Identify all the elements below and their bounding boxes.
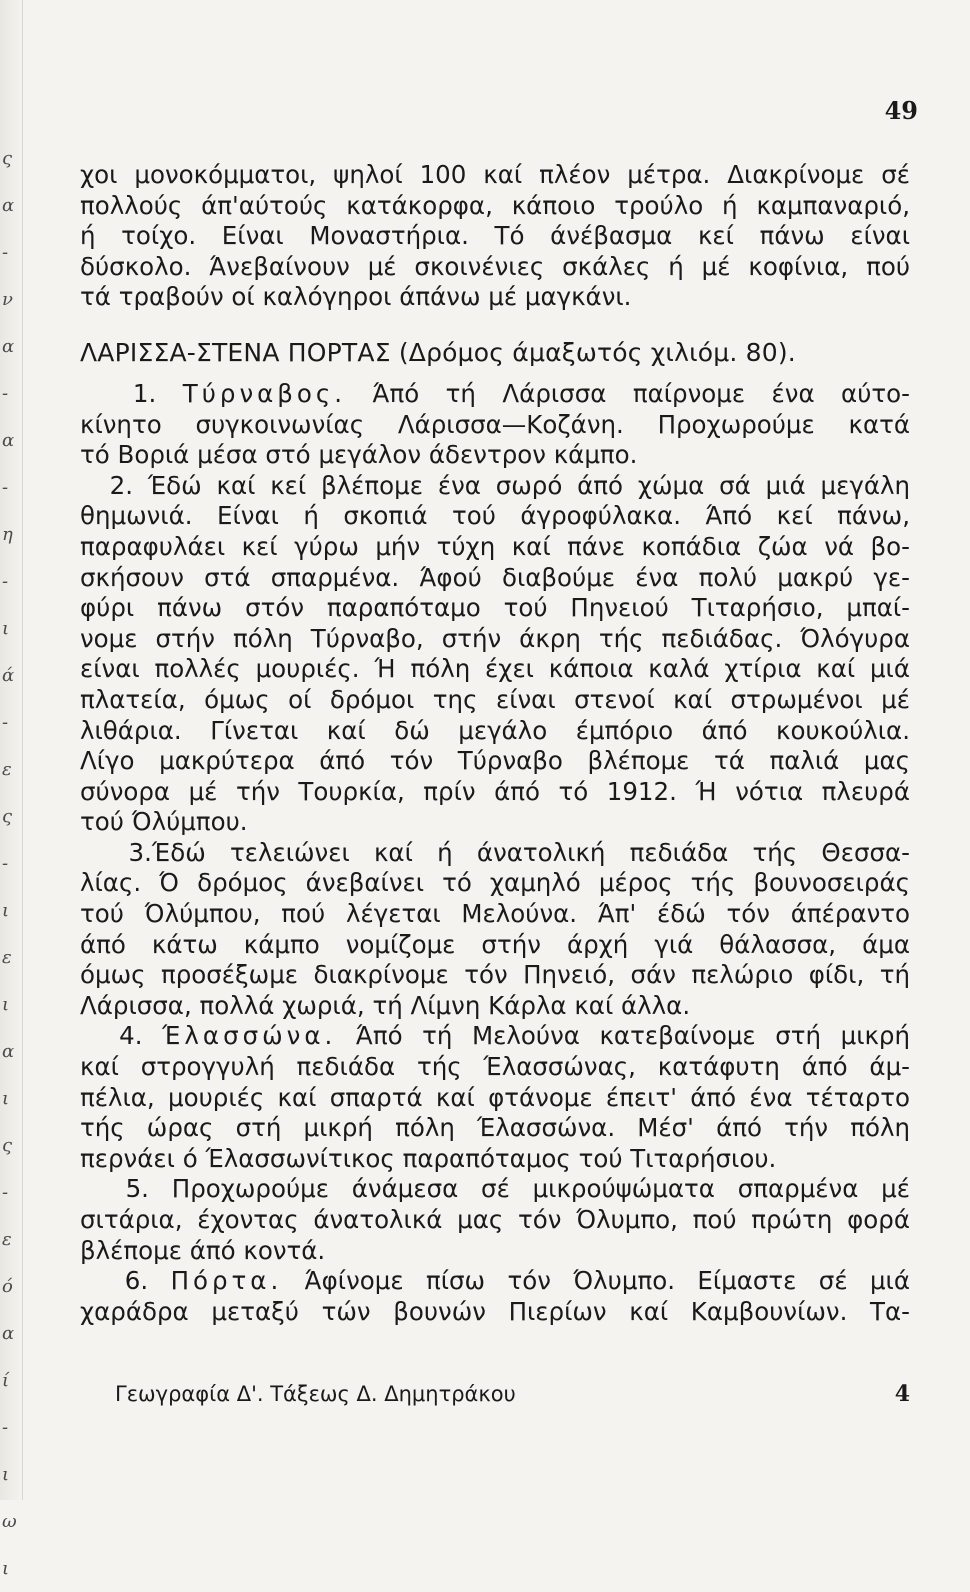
section-3 xyxy=(80,838,910,1022)
text-line: λίας. Ό δρόμος άνεβαίνει τό χαμηλό μέρος τής βουνοσειράς xyxy=(80,868,910,898)
text-line: σύνορα μέ τήν Τουρκία, πρίν άπό τό 1912. Ή νότια πλευρά xyxy=(80,776,910,806)
text-line: λιθάρια. Γίνεται καί δώ μεγάλο έμπόριο άπό κουκούλια. xyxy=(80,715,910,745)
text-line: 3.Έδώ τελειώνει καί ή άνατολική πεδιάδα τής Θεσσα- xyxy=(128,837,910,867)
text-line: ή τοίχο. Είναι Μοναστήρια. Τό άνέβασμα κεί πάνω είναι xyxy=(80,221,910,251)
section-title: Τύρναβος. xyxy=(182,378,347,408)
body-text xyxy=(80,160,910,1327)
section-number: 3. xyxy=(128,837,152,867)
text-line: άπό κάτω κάμπο νομίζομε στήν άρχή γιά θάλασσα, άμα xyxy=(80,929,910,959)
facing-page-edge xyxy=(0,0,23,1579)
text-line: Λάρισσα, πολλά χωριά, τή Λίμνη Κάρλα καί άλλα. xyxy=(80,990,691,1020)
book-title: Γεωγραφία Δ'. Τάξεως Δ. Δημητράκου xyxy=(115,1382,516,1406)
intro-paragraph xyxy=(80,160,910,313)
page-number: 49 xyxy=(884,96,918,125)
text-line: τά τραβούν οί καλόγηροι άπάνω μέ μαγκάνι. xyxy=(80,282,632,312)
text-line: πολλούς άπ'αύτούς κατάκορφα, κάποιο τρούλο ή καμπαναριό, xyxy=(80,190,910,220)
text-line: νομε στήν πόλη Τύρναβο, στήν άκρη τής πεδιάδας. Όλόγυρα xyxy=(80,623,910,653)
text-line: καί στρογγυλή πεδιάδα τής Έλασσώνας, κατάφυτη άπό άμ- xyxy=(80,1052,910,1082)
section-title: Πόρτα. xyxy=(170,1266,283,1296)
text-line: πέλια, μουριές καί σπαρτά καί φτάνομε έπειτ' άπό ένα τέταρτο xyxy=(80,1082,910,1112)
text-line: σκήσουν στά σπαρμένα. Άφού διαβούμε ένα πολύ μακρύ γε- xyxy=(80,562,910,592)
text-line: κίνητο συγκοινωνίας Λάρισσα—Κοζάνη. Προχωρούμε κατά xyxy=(80,409,910,439)
page-footer xyxy=(115,1381,910,1415)
text-line: παραφυλάει κεί γύρω μήν τύχη καί πάνε κοπάδια ζώα νά βο- xyxy=(80,531,910,561)
text-line: 2. Έδώ καί κεί βλέπομε ένα σωρό άπό χώμα σά μιά μεγάλη xyxy=(109,470,910,500)
section-number: 2. xyxy=(109,470,134,500)
text-line: σιτάρια, έχοντας άνατολικά μας τόν Όλυμπο, πού πρώτη φορά xyxy=(80,1205,910,1234)
text-line: τό Βοριά μέσα στό μεγάλον άδεντρον κάμπο. xyxy=(80,440,638,470)
section-6 xyxy=(80,1266,910,1327)
text-line: θημωνιά. Είναι ή σκοπιά τού άγροφύλακα. Άπό κεί πάνω, xyxy=(80,501,910,531)
section-number: 5. xyxy=(125,1174,149,1204)
text-line: 4. Έλασσώνα. Άπό τή Μελούνα κατεβαίνομε στή μικρή xyxy=(119,1021,911,1051)
signature-mark: 4 xyxy=(894,1381,910,1407)
text-line: 5. Προχωρούμε άνάμεσα σέ μικρούψώματα σπαρμένα μέ xyxy=(125,1174,911,1204)
section-title: Έλασσώνα. xyxy=(162,1021,337,1051)
text-line: χοι μονοκόμματοι, ψηλοί 100 καί πλέον μέτρα. Διακρίνομε σέ xyxy=(80,160,910,189)
section-5 xyxy=(80,1174,910,1266)
text-line: δύσκολο. Άνεβαίνουν μέ σκοινένιες σκάλες ή μέ κοφίνια, πού xyxy=(80,251,910,281)
text-line: φύρι πάνω στόν παραπόταμο τού Πηνειού Τιταρήσιο, μπαί- xyxy=(80,593,910,623)
text-line: χαράδρα μεταξύ τών βουνών Πιερίων καί Καμβουνίων. Τα- xyxy=(80,1296,910,1326)
text-line: πλατεία, όμως οί δρόμοι της είναι στενοί καί στρωμένοι μέ xyxy=(80,684,910,714)
text-line: τού Όλύμπου, πού λέγεται Μελούνα. Άπ' έδώ τόν άπέραντο xyxy=(80,899,910,929)
section-number: 1. xyxy=(132,378,157,408)
section-number: 6. xyxy=(124,1266,149,1296)
text-line: 1. Τύρναβος. Άπό τή Λάρισσα παίρνομε ένα αύτο- xyxy=(132,378,910,408)
section-number: 4. xyxy=(119,1021,143,1051)
text-line: βλέπομε άπό κοντά. xyxy=(80,1235,326,1265)
route-heading: ΛΑΡΙΣΣΑ-ΣΤΕΝΑ ΠΟΡΤΑΣ (Δρόμος άμαξωτός χιλιόμ. 80). xyxy=(80,337,796,367)
text-line: περνάει ό Έλασσωνίτικος παραπόταμος τού Τιταρήσιου. xyxy=(80,1143,777,1173)
text-line: Λίγο μακρύτερα άπό τόν Τύρναβο βλέπομε τά παλιά μας xyxy=(80,746,910,776)
section-4 xyxy=(80,1021,910,1174)
text-line: όμως προσέξωμε διακρίνομε τόν Πηνειό, σάν πελώριο φίδι, τή xyxy=(80,960,910,990)
text-line: είναι πολλές μουριές. Ή πόλη έχει κάποια καλά χτίρια καί μιά xyxy=(80,654,910,684)
section-2 xyxy=(80,471,910,838)
facing-page-letters: ς α - ν α - α - η - ι ά - ε ς - ι ε ι α ι ς - ε ό α ί - ι ω ι xyxy=(2,148,17,1579)
text-line: τού Όλύμπου. xyxy=(80,807,248,837)
section-1 xyxy=(80,379,910,471)
text-line: 6. Πόρτα. Άφίνομε πίσω τόν Όλυμπο. Είμαστε σέ μιά xyxy=(124,1266,910,1296)
text-line: τής ώρας στή μικρή πόλη Έλασσώνα. Μέσ' άπό τήν πόλη xyxy=(80,1113,910,1143)
